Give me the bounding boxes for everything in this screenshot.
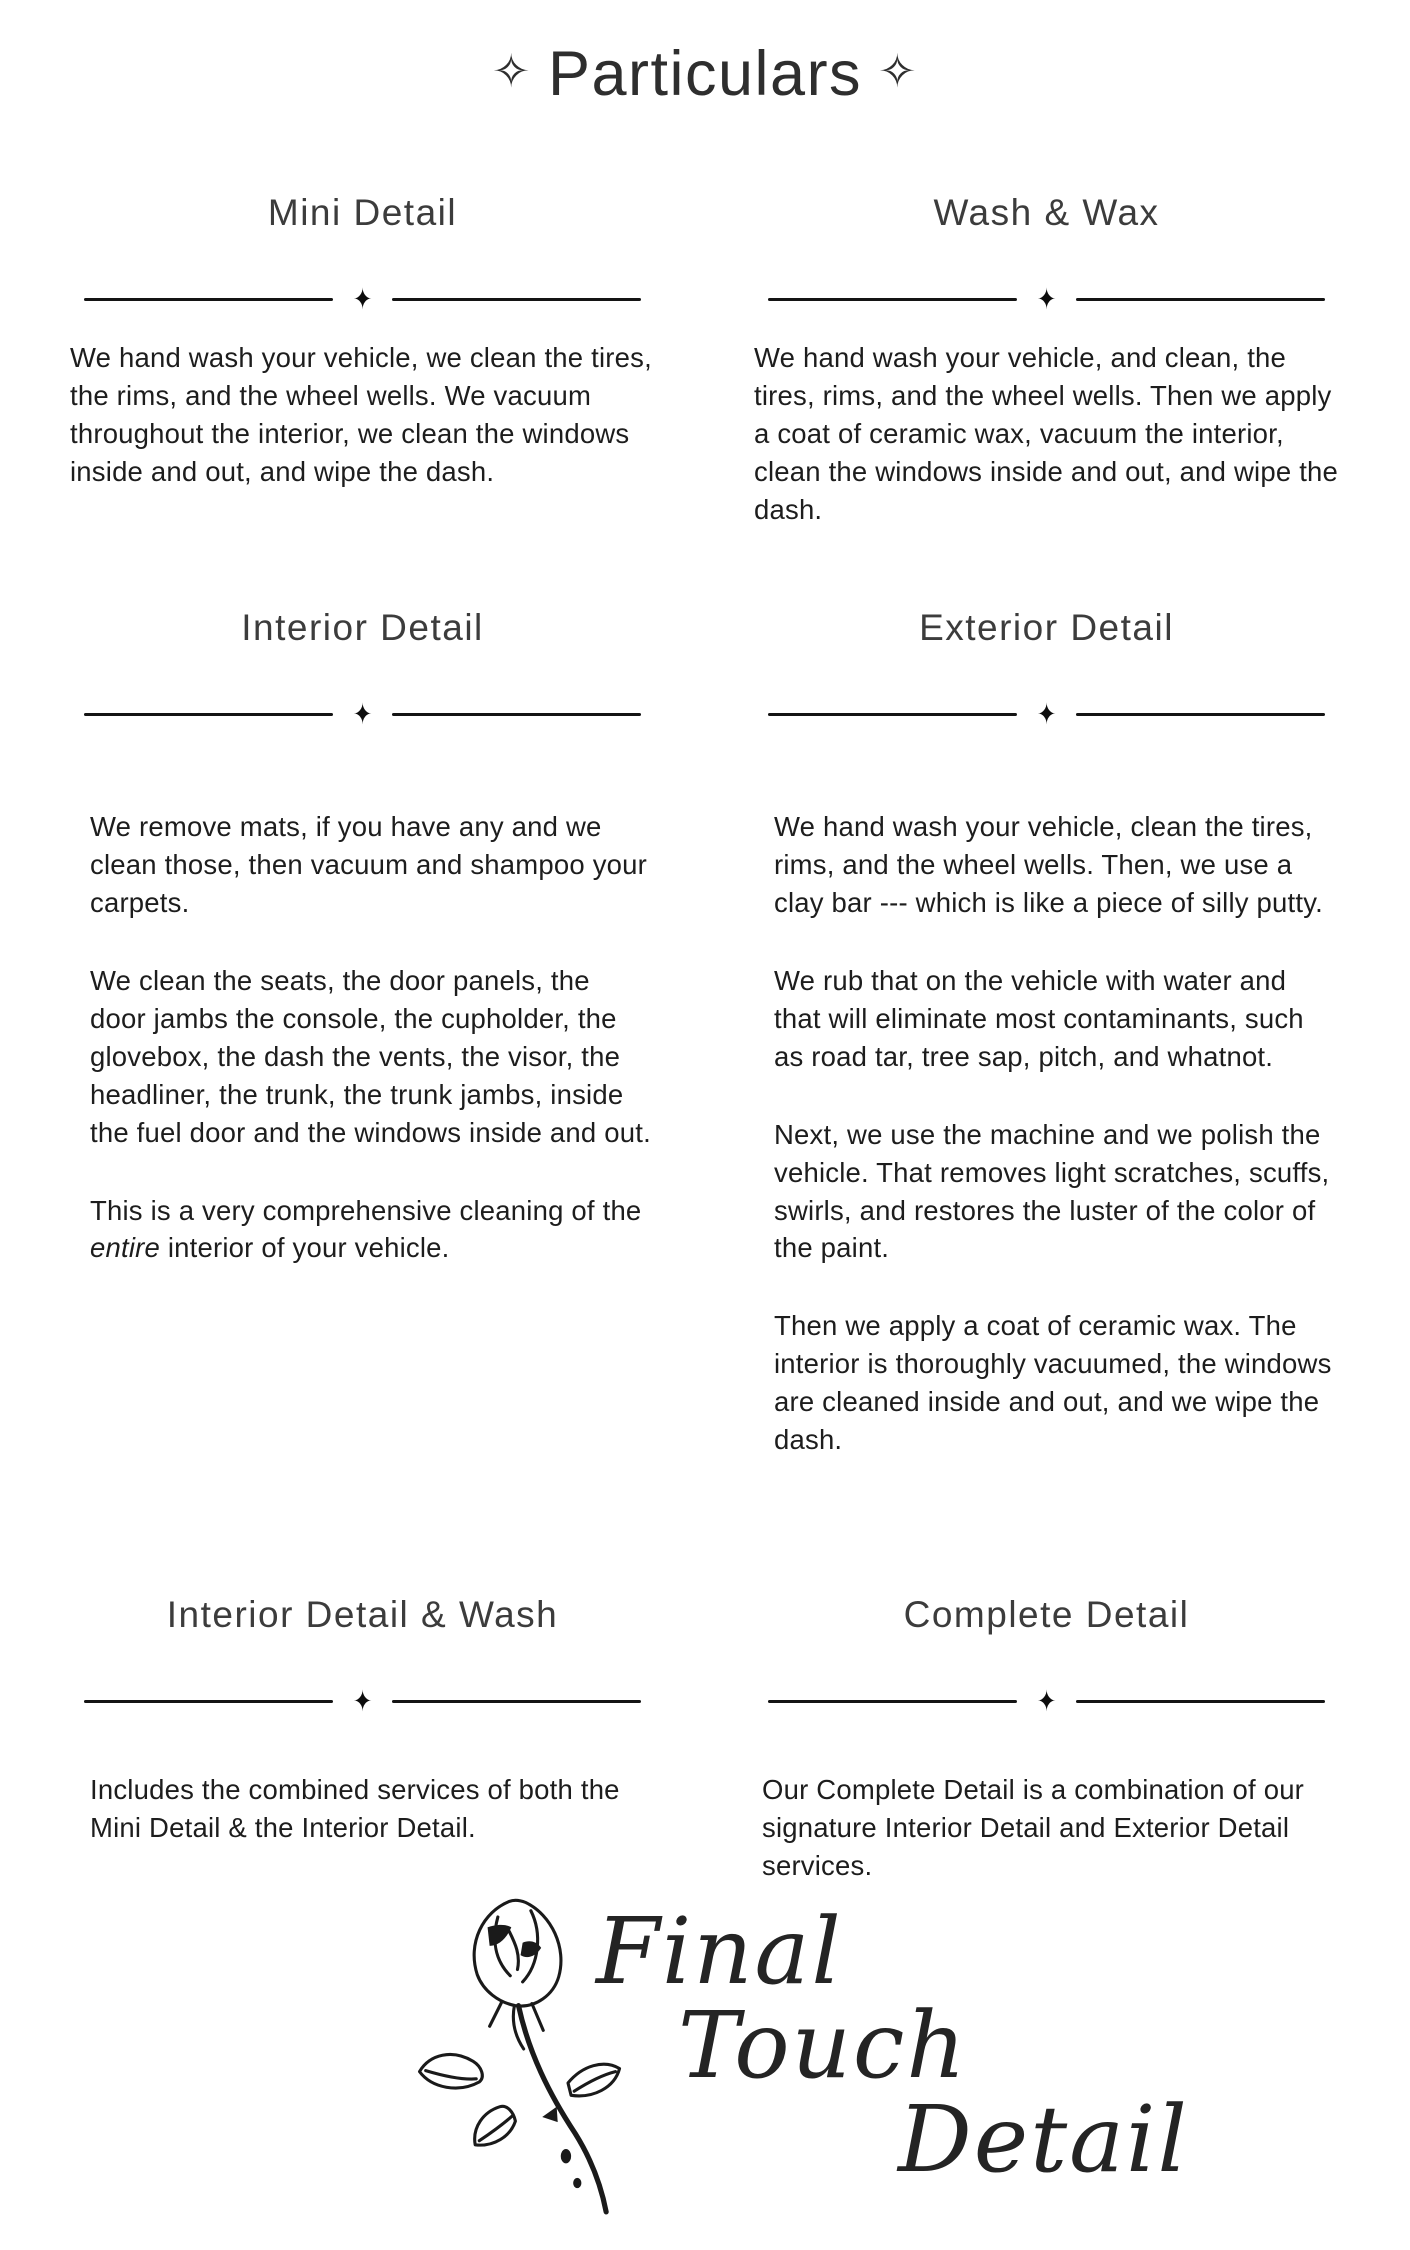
- divider-line: [84, 713, 333, 716]
- section-body: [754, 1771, 1339, 1885]
- diamond-icon: ✦: [1036, 697, 1057, 731]
- paragraph: We hand wash your vehicle, clean the tires, rims, and the wheel wells. Then, we use a clay bar --- which is like a piece of silly putty.: [774, 811, 1323, 918]
- paragraph-text: This is a very comprehensive cleaning of the: [90, 1194, 642, 1226]
- diamond-icon: ✦: [1036, 1684, 1057, 1718]
- diamond-icon: ✦: [352, 697, 373, 731]
- section-title-wash-wax: Wash & Wax: [933, 192, 1160, 233]
- section-body: [70, 1771, 655, 1847]
- divider-line: [1076, 298, 1325, 301]
- section-body: [754, 808, 1339, 1459]
- section-complete-detail: [754, 1594, 1339, 1885]
- paragraph: [90, 1192, 653, 1268]
- section-title-mini-detail: Mini Detail: [267, 192, 458, 233]
- paragraph: We rub that on the vehicle with water and that will eliminate most contaminants, such as road tar, tree sap, pitch, and whatnot.: [774, 964, 1304, 1072]
- section-exterior-detail: [754, 607, 1339, 1459]
- page-title: [0, 38, 1410, 110]
- divider-line: [392, 713, 641, 716]
- paragraph: We hand wash your vehicle, and clean, the tires, rims, and the wheel wells. Then we apply a coat of ceramic wax, vacuum the interior, clean the windows inside and out, and wipe the dash.: [754, 342, 1339, 525]
- divider-line: [768, 713, 1017, 716]
- section-divider: [84, 1684, 641, 1718]
- diamond-icon: ✦: [1036, 282, 1057, 316]
- divider-line: [84, 298, 333, 301]
- section-body: [754, 339, 1339, 529]
- section-title-interior-detail-wash: Interior Detail & Wash: [166, 1594, 559, 1635]
- sparkle-icon: ✧: [491, 45, 532, 97]
- logo-text-touch: Touch: [678, 1992, 968, 2099]
- logo-text-detail: Detail: [898, 2086, 1189, 2193]
- section-mini-detail: [70, 192, 655, 491]
- section-title-exterior-detail: Exterior Detail: [919, 607, 1174, 648]
- paragraph: Next, we use the machine and we polish the vehicle. That removes light scratches, scuffs, swirls, and restores the luster of the color of the paint.: [774, 1118, 1330, 1264]
- page-title-text: Particulars: [547, 39, 863, 109]
- section-divider: [84, 282, 641, 316]
- diamond-icon: ✦: [352, 282, 373, 316]
- section-body: [70, 808, 655, 1267]
- divider-line: [768, 1700, 1017, 1703]
- section-divider: [84, 697, 641, 731]
- diamond-icon: ✦: [352, 1684, 373, 1718]
- logo-text-final: Final: [596, 1898, 843, 2005]
- final-touch-detail-logo: [400, 1878, 1360, 2238]
- paragraph: Includes the combined services of both the Mini Detail & the Interior Detail.: [90, 1774, 620, 1843]
- divider-line: [392, 298, 641, 301]
- divider-line: [1076, 713, 1325, 716]
- paragraph: We remove mats, if you have any and we clean those, then vacuum and shampoo your carpets.: [90, 811, 648, 918]
- paragraph: We hand wash your vehicle, we clean the tires, the rims, and the wheel wells. We vacuum throughout the interior, we clean the windows inside and out, and wipe the dash.: [70, 342, 652, 487]
- paragraph: We clean the seats, the door panels, the door jambs the console, the cupholder, the glovebox, the dash the vents, the visor, the headliner, the trunk, the trunk jambs, inside the fuel door and the windows inside and out.: [90, 964, 651, 1148]
- paragraph-text: interior of your vehicle.: [160, 1232, 450, 1264]
- divider-line: [392, 1700, 641, 1703]
- section-title-interior-detail: Interior Detail: [241, 607, 484, 648]
- section-title-complete-detail: Complete Detail: [903, 1594, 1190, 1635]
- emphasized-word: entire: [90, 1232, 160, 1264]
- divider-line: [84, 1700, 333, 1703]
- section-divider: [768, 1684, 1325, 1718]
- divider-line: [768, 298, 1017, 301]
- section-interior-detail-wash: [70, 1594, 655, 1847]
- section-body: [70, 339, 655, 491]
- paragraph: Then we apply a coat of ceramic wax. The interior is thoroughly vacuumed, the windows are cleaned inside and out, and we wipe the dash.: [774, 1310, 1332, 1456]
- section-divider: [768, 282, 1325, 316]
- sparkle-icon: ✧: [878, 45, 919, 97]
- section-wash-wax: [754, 192, 1339, 529]
- section-divider: [768, 697, 1325, 731]
- divider-line: [1076, 1700, 1325, 1703]
- paragraph: Our Complete Detail is a combination of our signature Interior Detail and Exterior Detail services.: [762, 1774, 1305, 1881]
- section-interior-detail: [70, 607, 655, 1267]
